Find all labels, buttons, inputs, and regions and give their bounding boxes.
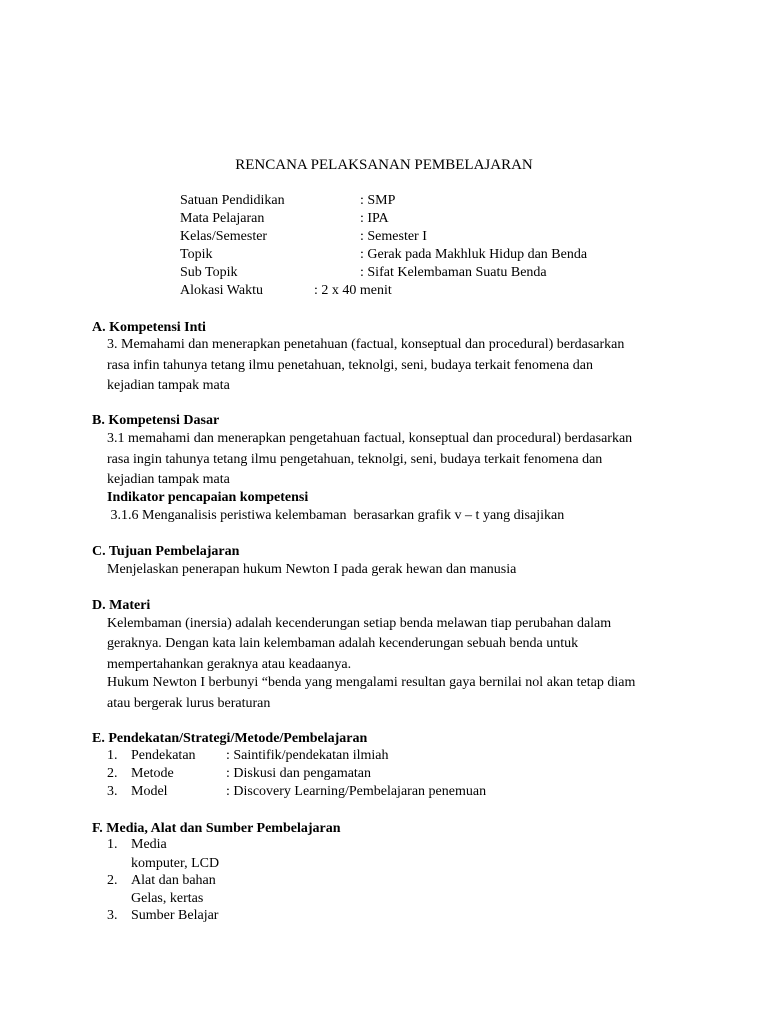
section-b-heading: B. Kompetensi Dasar (92, 413, 220, 428)
list-detail: komputer, LCD (131, 856, 220, 871)
list-number: 2. (107, 766, 118, 781)
list-value: : Discovery Learning/Pembelajaran penemuan (226, 784, 487, 799)
info-row-alokasi (180, 283, 680, 301)
list-detail: Gelas, kertas (131, 891, 204, 906)
section-d-line: atau bergerak lurus beraturan (107, 696, 271, 711)
section-c-heading: C. Tujuan Pembelajaran (92, 544, 240, 559)
indikator-heading: Indikator pencapaian kompetensi (107, 490, 309, 505)
section-a-line: 3. Memahami dan menerapkan penetahuan (factual, konseptual dan procedural) berdasarkan (107, 337, 625, 352)
section-a-line: rasa infin tahunya tetang ilmu penetahuan, teknolgi, seni, budaya terkait fenomena dan (107, 358, 593, 373)
list-item (107, 837, 667, 855)
document-title: RENCANA PELAKSANAN PEMBELAJARAN (235, 157, 533, 173)
list-label: Model (131, 784, 168, 799)
list-item (107, 784, 667, 802)
section-d-heading: D. Materi (92, 598, 151, 613)
list-number: 2. (107, 873, 118, 888)
info-label: Mata Pelajaran (180, 211, 265, 226)
info-label: Alokasi Waktu (180, 283, 263, 298)
section-d-line: mempertahankan geraknya atau keadaanya. (107, 657, 352, 672)
indikator-text: 3.1.6 Menganalisis peristiwa kelembaman berasarkan grafik v – t yang disajikan (107, 508, 565, 523)
list-number: 1. (107, 748, 118, 763)
info-label: Kelas/Semester (180, 229, 268, 244)
section-d-line: Kelembaman (inersia) adalah kecenderungan setiap benda melawan tiap perubahan dalam (107, 616, 612, 631)
list-item (107, 873, 667, 891)
list-label: Sumber Belajar (131, 908, 219, 923)
list-item (107, 766, 667, 784)
section-b-line: rasa ingin tahunya tetang ilmu pengetahuan, teknolgi, seni, budaya terkait fenomena dan (107, 452, 603, 467)
list-item (107, 908, 667, 926)
section-d-line: geraknya. Dengan kata lain kelembaman adalah kecenderungan sebuah benda untuk (107, 636, 579, 651)
info-row-mapel (180, 211, 680, 229)
list-item (107, 748, 667, 766)
info-value: : Gerak pada Makhluk Hidup dan Benda (360, 247, 588, 262)
list-number: 1. (107, 837, 118, 852)
list-label: Alat dan bahan (131, 873, 216, 888)
section-b-line: 3.1 memahami dan menerapkan pengetahuan factual, konseptual dan procedural) berdasarkan (107, 431, 633, 446)
info-value: : SMP (360, 193, 396, 208)
info-label: Topik (180, 247, 213, 262)
list-value: : Diskusi dan pengamatan (226, 766, 372, 781)
section-b-line: kejadian tampak mata (107, 472, 230, 487)
info-row-topik (180, 247, 680, 265)
info-label: Sub Topik (180, 265, 238, 280)
info-label: Satuan Pendidikan (180, 193, 285, 208)
info-value: : Semester I (360, 229, 427, 244)
list-number: 3. (107, 784, 118, 799)
info-value: : Sifat Kelembaman Suatu Benda (360, 265, 547, 280)
section-e-heading: E. Pendekatan/Strategi/Metode/Pembelajaran (92, 731, 368, 746)
section-a-line: kejadian tampak mata (107, 378, 230, 393)
info-row-satuan (180, 193, 680, 211)
section-c-text: Menjelaskan penerapan hukum Newton I pada gerak hewan dan manusia (107, 562, 517, 577)
list-label: Media (131, 837, 167, 852)
list-number: 3. (107, 908, 118, 923)
list-label: Metode (131, 766, 174, 781)
list-label: Pendekatan (131, 748, 196, 763)
info-row-kelas (180, 229, 680, 247)
info-row-subtopik (180, 265, 680, 283)
list-value: : Saintifik/pendekatan ilmiah (226, 748, 389, 763)
section-a-heading: A. Kompetensi Inti (92, 320, 206, 335)
section-d-line: Hukum Newton I berbunyi “benda yang mengalami resultan gaya bernilai nol akan tetap diam (107, 675, 636, 690)
info-value: : IPA (360, 211, 389, 226)
info-value: : 2 x 40 menit (314, 283, 392, 298)
section-f-heading: F. Media, Alat dan Sumber Pembelajaran (92, 821, 341, 836)
